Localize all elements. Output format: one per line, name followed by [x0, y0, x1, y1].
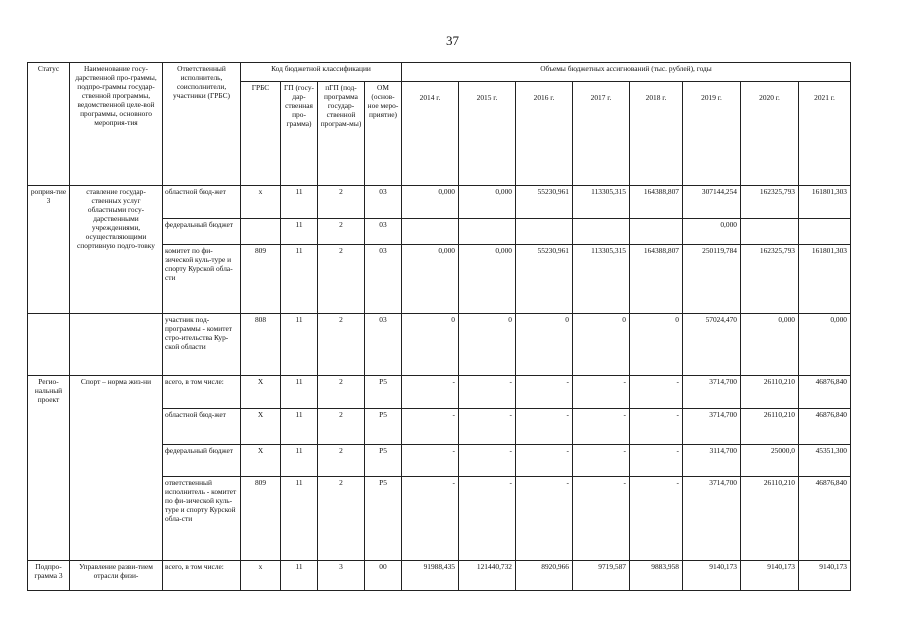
status-cell: Регио-нальный проект	[28, 376, 70, 561]
status-cell	[28, 314, 70, 376]
amount-cell: 0	[630, 314, 683, 376]
amount-cell: 0,000	[459, 245, 516, 314]
amount-cell: 161801,303	[799, 186, 851, 219]
amount-cell	[630, 219, 683, 245]
amount-cell: 3714,700	[683, 477, 741, 561]
responsible-cell: комитет по фи-зической куль-туре и спорту Курской обла-сти	[163, 245, 241, 314]
responsible-cell: федеральный бюджет	[163, 219, 241, 245]
amount-cell: -	[630, 409, 683, 445]
code-cell-gp: 11	[281, 186, 318, 219]
amount-cell: 46876,840	[799, 477, 851, 561]
amount-cell: 8920,966	[516, 561, 573, 591]
table-row	[28, 561, 851, 591]
page-number: 37	[446, 33, 459, 48]
amount-cell: 0,000	[799, 314, 851, 376]
amount-cell	[741, 219, 799, 245]
code-cell-pgp: 2	[318, 245, 365, 314]
code-cell-gp: 11	[281, 376, 318, 409]
code-cell-grbs: Х	[241, 409, 281, 445]
amount-cell: -	[516, 445, 573, 477]
code-cell-om: Р5	[365, 409, 402, 445]
amount-cell: 162325,793	[741, 186, 799, 219]
responsible-cell: федеральный бюджет	[163, 445, 241, 477]
bk-col-header: пГП (под-программа государ-ственной програм-мы)	[318, 82, 365, 186]
amount-cell: 45351,300	[799, 445, 851, 477]
code-cell-grbs: Х	[241, 445, 281, 477]
amount-cell: 0	[573, 314, 630, 376]
amount-cell: 3714,700	[683, 409, 741, 445]
amount-cell: 121440,732	[459, 561, 516, 591]
code-cell-pgp: 2	[318, 445, 365, 477]
year-header: 2014 г.	[402, 82, 459, 186]
status-header: Статус	[28, 63, 70, 186]
code-cell-grbs: 809	[241, 477, 281, 561]
amount-cell: -	[573, 477, 630, 561]
code-cell-grbs: 808	[241, 314, 281, 376]
amount-cell: 0,000	[402, 245, 459, 314]
program-name-cell	[70, 314, 163, 376]
amount-cell: -	[516, 376, 573, 409]
amount-cell: -	[630, 445, 683, 477]
amounts-group-header: Объемы бюджетных ассигнований (тыс. рублей), годы	[402, 63, 851, 82]
budget-table	[27, 62, 851, 591]
code-cell-pgp: 3	[318, 561, 365, 591]
amount-cell: 0	[459, 314, 516, 376]
amount-cell: 26110,210	[741, 376, 799, 409]
amount-cell: 307144,254	[683, 186, 741, 219]
amount-cell: 9883,958	[630, 561, 683, 591]
amount-cell: 161801,303	[799, 245, 851, 314]
code-cell-pgp: 2	[318, 376, 365, 409]
amount-cell: 162325,793	[741, 245, 799, 314]
code-cell-grbs	[241, 219, 281, 245]
amount-cell	[459, 219, 516, 245]
amount-cell: 25000,0	[741, 445, 799, 477]
amount-cell	[573, 219, 630, 245]
amount-cell: -	[402, 445, 459, 477]
amount-cell: 91988,435	[402, 561, 459, 591]
year-header: 2019 г.	[683, 82, 741, 186]
responsible-header: Ответственный исполнитель, соисполнители, участники (ГРБС)	[163, 63, 241, 186]
year-header: 2016 г.	[516, 82, 573, 186]
responsible-cell: всего, в том числе:	[163, 561, 241, 591]
table-row	[28, 186, 851, 219]
code-cell-grbs: х	[241, 561, 281, 591]
amount-cell	[402, 219, 459, 245]
table-row	[28, 376, 851, 409]
program-name-cell: Управление разви-тием отрасли физи-	[70, 561, 163, 591]
responsible-cell: областной бюд-жет	[163, 409, 241, 445]
responsible-cell: участник под-программы - комитет стро-ительства Кур-ской области	[163, 314, 241, 376]
amount-cell: 57024,470	[683, 314, 741, 376]
code-cell-om: 03	[365, 186, 402, 219]
amount-cell: 3114,700	[683, 445, 741, 477]
code-cell-pgp: 2	[318, 186, 365, 219]
code-cell-om: 03	[365, 219, 402, 245]
code-cell-gp: 11	[281, 477, 318, 561]
amount-cell: 55230,961	[516, 245, 573, 314]
code-cell-grbs: 809	[241, 245, 281, 314]
amount-cell: 3714,700	[683, 376, 741, 409]
code-cell-om: Р5	[365, 445, 402, 477]
amount-cell: -	[402, 477, 459, 561]
amount-cell: -	[516, 477, 573, 561]
year-header: 2021 г.	[799, 82, 851, 186]
amount-cell: 26110,210	[741, 409, 799, 445]
amount-cell: -	[630, 376, 683, 409]
amount-cell: -	[573, 445, 630, 477]
amount-cell: -	[573, 376, 630, 409]
amount-cell: 0	[516, 314, 573, 376]
amount-cell: 250119,784	[683, 245, 741, 314]
code-cell-grbs: х	[241, 186, 281, 219]
amount-cell: -	[459, 445, 516, 477]
name-header: Наименование госу-дарственной про-граммы, подпро-граммы государ-ственной программы, ведомственной целе-вой программы, основного мероприя-тия	[70, 63, 163, 186]
status-cell: Подпро-грамма 3	[28, 561, 70, 591]
bk-col-header: ОМ (основ-ное меро-приятие)	[365, 82, 402, 186]
bk-col-header: ГП (госу-дар-ственная про-грамма)	[281, 82, 318, 186]
responsible-cell: областной бюд-жет	[163, 186, 241, 219]
program-name-cell: Спорт – норма жиз-ни	[70, 376, 163, 561]
year-header: 2015 г.	[459, 82, 516, 186]
program-name-cell: ставление государ-ственных услуг областными госу-дарственными учреждениями, осуществляющими спортивную подго-товку	[70, 186, 163, 314]
amount-cell: 46876,840	[799, 409, 851, 445]
amount-cell: -	[459, 409, 516, 445]
year-header: 2018 г.	[630, 82, 683, 186]
amount-cell: -	[402, 376, 459, 409]
bk-group-header: Код бюджетной классификации	[241, 63, 402, 82]
responsible-cell: всего, в том числе:	[163, 376, 241, 409]
responsible-cell: ответственный исполнитель - комитет по фи-зической куль-туре и спорту Курской обла-сти	[163, 477, 241, 561]
amount-cell	[516, 219, 573, 245]
amount-cell: 0	[402, 314, 459, 376]
code-cell-gp: 11	[281, 219, 318, 245]
amount-cell: 164388,807	[630, 186, 683, 219]
year-header: 2020 г.	[741, 82, 799, 186]
amount-cell: 46876,840	[799, 376, 851, 409]
code-cell-gp: 11	[281, 314, 318, 376]
code-cell-om: 03	[365, 245, 402, 314]
amount-cell: 9140,173	[683, 561, 741, 591]
amount-cell: -	[630, 477, 683, 561]
amount-cell: 113305,315	[573, 245, 630, 314]
amount-cell: 55230,961	[516, 186, 573, 219]
amount-cell: 0,000	[741, 314, 799, 376]
code-cell-pgp: 2	[318, 314, 365, 376]
code-cell-gp: 11	[281, 561, 318, 591]
code-cell-pgp: 2	[318, 409, 365, 445]
amount-cell: 9140,173	[799, 561, 851, 591]
amount-cell: 9719,587	[573, 561, 630, 591]
amount-cell: 0,000	[459, 186, 516, 219]
amount-cell: -	[459, 376, 516, 409]
code-cell-om: 03	[365, 314, 402, 376]
code-cell-grbs: Х	[241, 376, 281, 409]
code-cell-om: 00	[365, 561, 402, 591]
code-cell-om: Р5	[365, 477, 402, 561]
amount-cell: -	[402, 409, 459, 445]
bk-col-header: ГРБС	[241, 82, 281, 186]
code-cell-gp: 11	[281, 245, 318, 314]
amount-cell: -	[573, 409, 630, 445]
amount-cell: 164388,807	[630, 245, 683, 314]
code-cell-pgp: 2	[318, 477, 365, 561]
code-cell-gp: 11	[281, 445, 318, 477]
status-cell: роприя-тие 3	[28, 186, 70, 314]
code-cell-pgp: 2	[318, 219, 365, 245]
amount-cell: 9140,173	[741, 561, 799, 591]
code-cell-gp: 11	[281, 409, 318, 445]
amount-cell: 26110,210	[741, 477, 799, 561]
amount-cell: -	[459, 477, 516, 561]
amount-cell: 0,000	[402, 186, 459, 219]
amount-cell: 113305,315	[573, 186, 630, 219]
amount-cell: 0,000	[683, 219, 741, 245]
year-header: 2017 г.	[573, 82, 630, 186]
code-cell-om: Р5	[365, 376, 402, 409]
amount-cell	[799, 219, 851, 245]
amount-cell: -	[516, 409, 573, 445]
table-row	[28, 314, 851, 376]
